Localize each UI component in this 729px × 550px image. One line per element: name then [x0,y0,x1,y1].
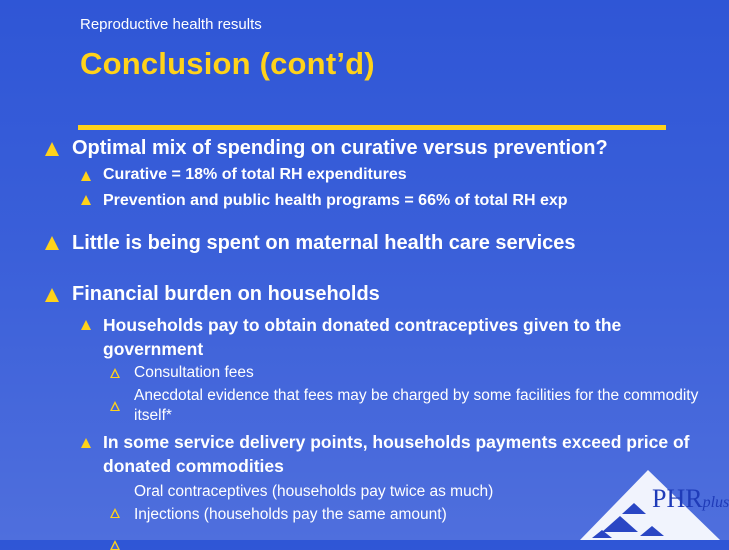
logo-wordmark [652,484,729,514]
triangle-bullet-icon [81,171,91,181]
section-label: Reproductive health results [80,16,262,33]
bullet-maternal-health: Little is being spent on maternal health care services [72,232,576,254]
triangle-bullet-icon [81,195,91,205]
triangle-bullet-icon [81,320,91,330]
title-underline [78,125,666,130]
triangle-bullet-icon [81,438,91,448]
hollow-triangle-bullet-icon [110,368,120,378]
triangle-bullet-icon [45,236,59,250]
bullet-spending-mix: Optimal mix of spending on curative versus prevention? [72,137,608,159]
bullet-financial-burden: Financial burden on households [72,283,380,305]
triangle-bullet-icon [45,142,59,156]
hollow-triangle-bullet-icon [110,508,120,518]
sub-sub-bullet-consultation-fees: Consultation fees [134,364,254,381]
logo-suffix-text: plus [702,494,729,511]
sub-bullet-households-pay: Households pay to obtain donated contraceptives given to the government [103,315,622,359]
hollow-triangle-bullet-icon [110,540,120,550]
slide-title: Conclusion (cont’d) [80,46,375,81]
phrplus-logo [580,470,729,540]
hollow-triangle-bullet-icon [110,401,120,411]
sub-bullet-payments-exceed: In some service delivery points, households payments exceed price of donated commodities [103,432,690,476]
sub-bullet-curative: Curative = 18% of total RH expenditures [103,166,407,183]
logo-main-text: PHR [652,484,703,513]
sub-bullet-prevention: Prevention and public health programs = 66% of total RH exp [103,192,568,209]
sub-sub-bullet-anecdotal-evidence: Anecdotal evidence that fees may be charged by some facilities for the commodity itself* [134,387,699,424]
sub-sub-bullet-oral-contraceptives: Oral contraceptives (households pay twice as much) [134,483,494,500]
sub-sub-bullet-injections: Injections (households pay the same amount) [134,506,447,523]
triangle-bullet-icon [45,288,59,302]
